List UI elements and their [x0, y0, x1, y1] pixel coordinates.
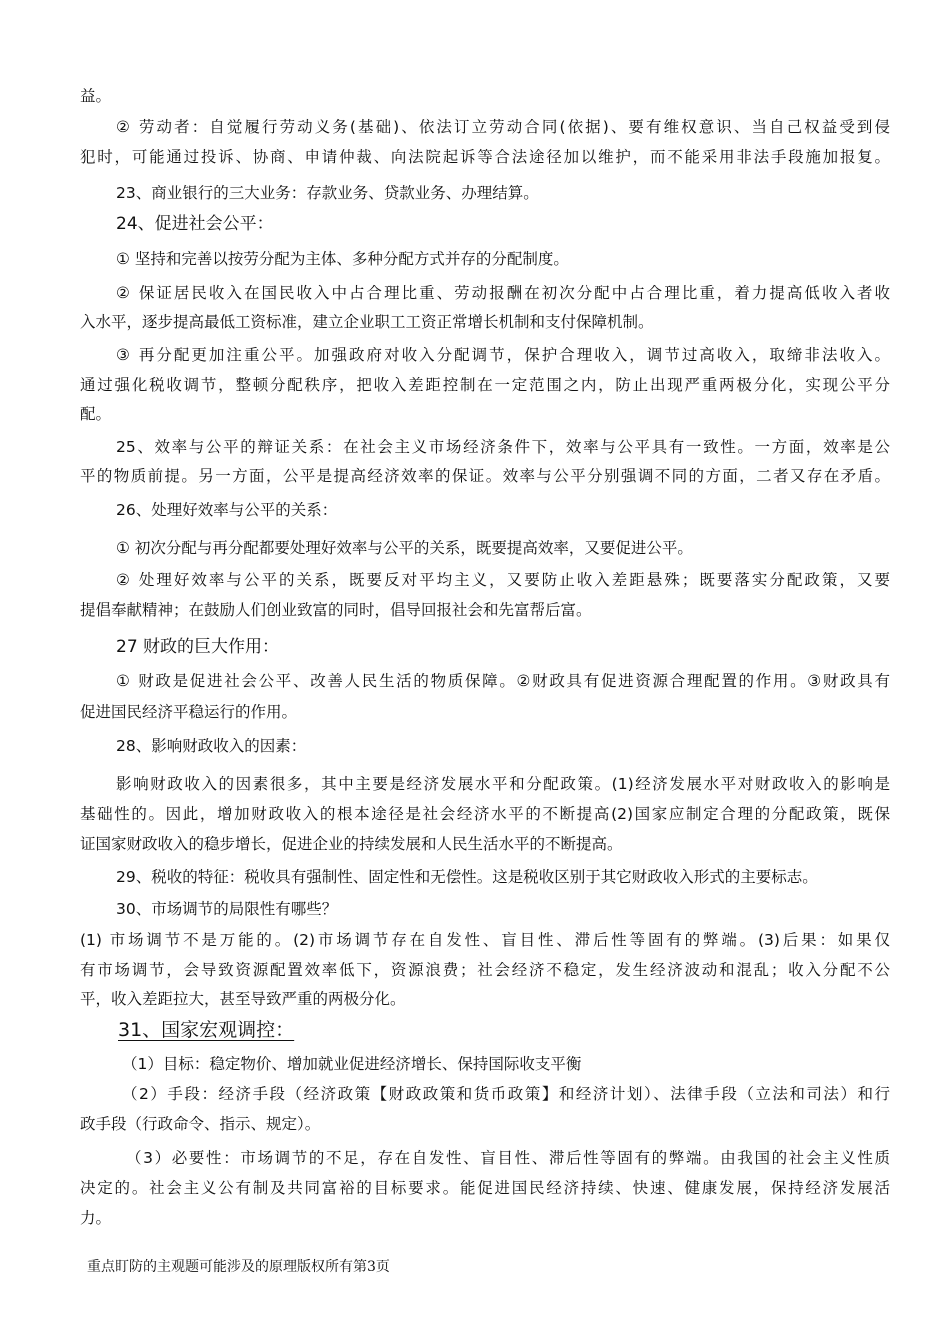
text-line: 28、影响财政收入的因素：	[116, 737, 307, 755]
text-line: （3）必要性：市场调节的不足，存在自发性、盲目性、滞后性等固有的弊端。由我国的社会主义性质	[126, 1149, 890, 1167]
text-line: （2）手段：经济手段（经济政策【财政政策和货币政策】和经济计划）、法律手段（立法和司法）和行	[122, 1085, 890, 1103]
text-line: 决定的。社会主义公有制及共同富裕的目标要求。能促进国民经济持续、快速、健康发展，保持经济发展活	[80, 1179, 890, 1197]
text-line: 配。	[80, 405, 112, 423]
text-line: ② 处理好效率与公平的关系，既要反对平均主义，又要防止收入差距悬殊；既要落实分配政策，又要	[116, 571, 890, 589]
text-line: 益。	[80, 87, 112, 105]
text-line: 30、市场调节的局限性有哪些？	[116, 900, 338, 918]
text-line: ① 初次分配与再分配都要处理好效率与公平的关系，既要提高效率，又要促进公平。	[116, 539, 693, 557]
text-line: 有市场调节，会导致资源配置效率低下，资源浪费；社会经济不稳定，发生经济波动和混乱；收入分配不公	[80, 961, 890, 979]
section-heading: 27 财政的巨大作用：	[116, 637, 280, 657]
text-line: ② 保证居民收入在国民收入中占合理比重、劳动报酬在初次分配中占合理比重，着力提高低收入者收	[116, 284, 890, 302]
text-line: 犯时，可能通过投诉、协商、申请仲裁、向法院起诉等合法途径加以维护，而不能采用非法手段施加报复。	[80, 148, 890, 166]
text-line: (1) 市场调节不是万能的。(2)市场调节存在自发性、盲目性、滞后性等固有的弊端。(3)后果：如果仅	[80, 931, 890, 949]
text-line: 力。	[80, 1209, 112, 1227]
text-line: 平的物质前提。另一方面，公平是提高经济效率的保证。效率与公平分别强调不同的方面，二者又存在矛盾。	[80, 467, 890, 485]
text-line: 促进国民经济平稳运行的作用。	[80, 703, 298, 721]
text-line: ③ 再分配更加注重公平。加强政府对收入分配调节，保护合理收入，调节过高收入，取缔非法收入。	[116, 346, 890, 364]
section-heading: 31、国家宏观调控：	[118, 1019, 295, 1041]
text-line: 基础性的。因此，增加财政收入的根本途径是社会经济水平的不断提高(2)国家应制定合理的分配政策，既保	[80, 805, 890, 823]
text-line: 25、效率与公平的辩证关系：在社会主义市场经济条件下，效率与公平具有一致性。一方面，效率是公	[116, 438, 890, 456]
text-line: 通过强化税收调节，整顿分配秩序，把收入差距控制在一定范围之内，防止出现严重两极分化，实现公平分	[80, 376, 890, 394]
text-line: 提倡奉献精神；在鼓励人们创业致富的同时，倡导回报社会和先富帮后富。	[80, 601, 592, 619]
text-line: 29、税收的特征：税收具有强制性、固定性和无偿性。这是税收区别于其它财政收入形式的主要标志。	[116, 868, 818, 886]
text-line: 26、处理好效率与公平的关系：	[116, 501, 338, 519]
text-line: 平，收入差距拉大，甚至导致严重的两极分化。	[80, 990, 406, 1008]
text-line: 政手段（行政命令、指示、规定）。	[80, 1115, 321, 1133]
text-line: 影响财政收入的因素很多，其中主要是经济发展水平和分配政策。(1)经济发展水平对财政收入的影响是	[116, 775, 890, 793]
text-line: 23、商业银行的三大业务：存款业务、贷款业务、办理结算。	[116, 184, 539, 202]
text-line: ① 坚持和完善以按劳分配为主体、多种分配方式并存的分配制度。	[116, 250, 569, 268]
text-line: （1）目标：稳定物价、增加就业促进经济增长、保持国际收支平衡	[122, 1055, 582, 1073]
text-line: ① 财政是促进社会公平、改善人民生活的物质保障。②财政具有促进资源合理配置的作用。③财政具有	[116, 672, 890, 690]
text-line: 证国家财政收入的稳步增长，促进企业的持续发展和人民生活水平的不断提高。	[80, 835, 623, 853]
page-footer: 重点盯防的主观题可能涉及的原理版权所有第3页	[87, 1259, 390, 1275]
text-line: ② 劳动者：自觉履行劳动义务(基础)、依法订立劳动合同(依据)、要有维权意识、当自己权益受到侵	[116, 118, 890, 136]
section-heading: 24、促进社会公平：	[116, 214, 274, 234]
text-line: 入水平，逐步提高最低工资标准，建立企业职工工资正常增长机制和支付保障机制。	[80, 313, 654, 331]
